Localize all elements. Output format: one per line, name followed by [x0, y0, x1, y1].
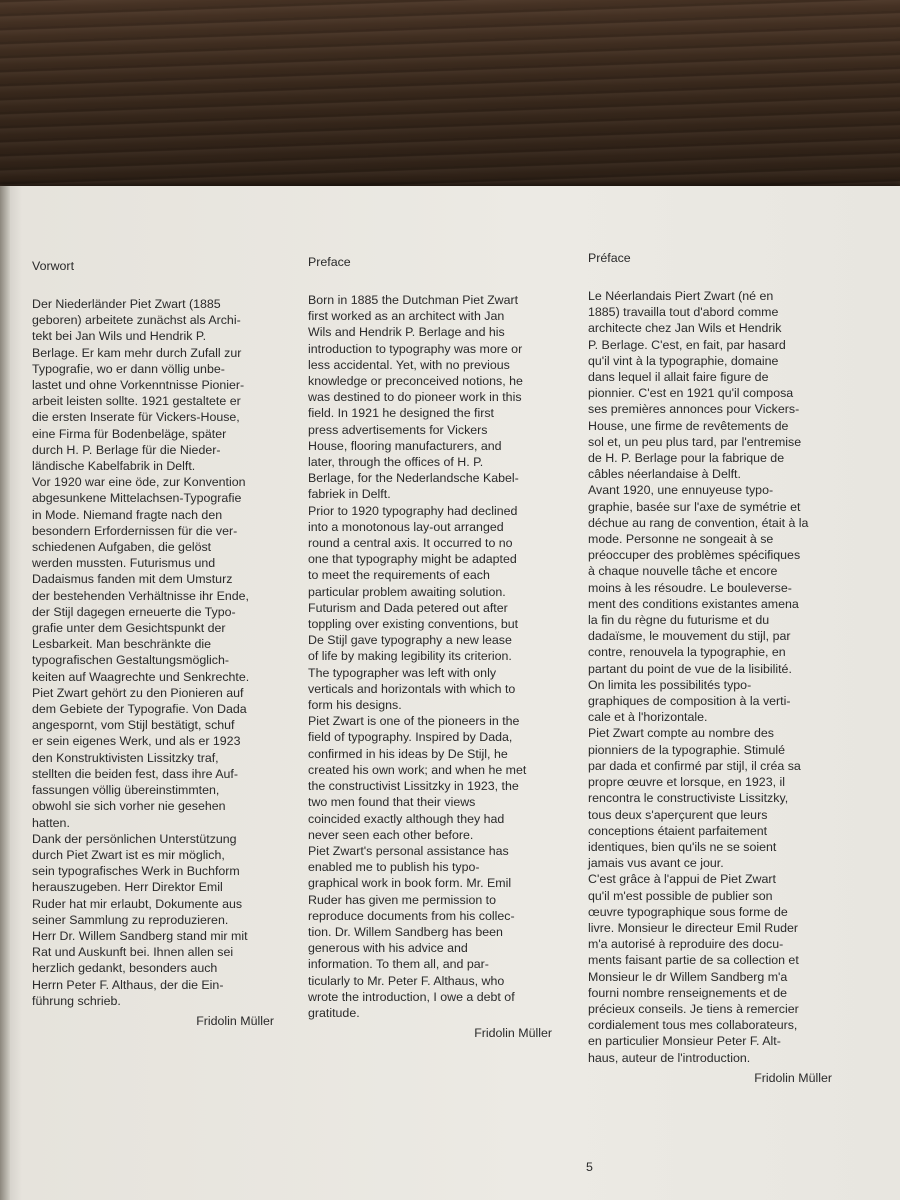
german-heading: Vorwort — [32, 259, 75, 273]
french-column — [588, 250, 832, 1086]
english-heading: Preface — [308, 255, 351, 269]
german-column — [32, 258, 274, 1029]
german-text: Der Niederländer Piet Zwart (1885 geboren) arbeitete zunächst als Archi- tekt bei Jan Wils und Hendrik P. Berlage. Er kam mehr durch Zufall zur Typografie, wo er dann völlig unbe- lastet und ohne Vorkenntnisse Pionier- arbeit leisten sollte. 1921 gestaltete er die ersten Inserate für Vickers-House, eine Firma für Bodenbeläge, später durch H. P. Berlage für die Nieder- ländische Kabelfabrik in Delft. Vor 1920 war eine öde, zur Konvention abgesunkene Mittelachsen-Typografie in Mode. Niemand fragte nach den besondern Erfordernissen für die ver- schiedenen Aufgaben, die gelöst werden mussten. Futurismus und Dadaismus fanden mit dem Umsturz der bestehenden Verhältnisse ihr Ende, der Stijl dagegen erneuerte die Typo- grafie unter dem Gesichtspunkt der Lesbarkeit. Man beschränkte die typografischen Gestaltungsmöglich- keiten auf Waagrechte und Senkrechte. Piet Zwart gehört zu den Pionieren auf dem Gebiete der Typografie. Von Dada angespornt, vom Stijl bestätigt, schuf er sein eigenes Werk, und als er 1923 den Konstruktivisten Lissitzky traf, stellten die beiden fest, dass ihre Auf- fassungen völlig übereinstimmten, obwohl sie sich vorher nie gesehen hatten. Dank der persönlichen Unterstützung durch Piet Zwart ist es mir möglich, sein typografisches Werk in Buchform herauszugeben. Herr Direktor Emil Ruder hat mir erlaubt, Dokumente aus seiner Sammlung zu reproduzieren. Herr Dr. Willem Sandberg stand mir mit Rat und Auskunft bei. Ihnen allen sei herzlich gedankt, besonders auch Herrn Peter F. Althaus, der die Ein- führung schrieb. — [32, 297, 250, 1008]
page-number: 5 — [586, 1160, 593, 1174]
french-heading: Préface — [588, 251, 631, 265]
french-text: Le Néerlandais Piert Zwart (né en 1885) travailla tout d'abord comme architecte chez Jan Wils et Hendrik P. Berlage. C'est, en fait, par hasard qu'il vint à la typographie, domaine dans lequel il allait faire figure de pionnier. C'est en 1921 qu'il composa ses premières annonces pour Vickers- House, une firme de revêtements de sol et, un peu plus tard, par l'entremise de H. P. Berlage pour la fabrique de câbles néerlandaise à Delft. Avant 1920, une ennuyeuse typo- graphie, basée sur l'axe de symétrie et déchue au rang de convention, était à la mode. Personne ne songeait à se préoccuper des problèmes spécifiques à chaque nouvelle tâche et encore moins à les résoudre. Le bouleverse- ment des conditions existantes amena la fin du règne du futurisme et du dadaïsme, le mouvement du stijl, par contre, renouvela la typographie, en partant du point de vue de la lisibilité. On limita les possibilités typo- graphiques de composition à la verti- cale et à l'horizontale. Piet Zwart compte au nombre des pionniers de la typographie. Stimulé par dada et confirmé par stijl, il créa sa propre œuvre et lorsque, en 1923, il rencontra le constructiviste Lissitzky, tous deux s'aperçurent que leurs conceptions étaient parfaitement identiques, bien qu'ils ne se soient jamais vus avant ce jour. C'est grâce à l'appui de Piet Zwart qu'il m'est possible de publier son œuvre typographique sous forme de livre. Monsieur le directeur Emil Ruder m'a autorisé à reproduire des docu- ments faisant partie de sa collection et Monsieur le dr Willem Sandberg m'a fourni nombre renseignements et de précieux conseils. Je tiens à remercier cordialement tous mes collaborateurs, en particulier Monsieur Peter F. Alt- haus, auteur de l'introduction. — [588, 289, 809, 1065]
english-signature: Fridolin Müller — [474, 1026, 552, 1041]
english-text: Born in 1885 the Dutchman Piet Zwart first worked as an architect with Jan Wils and Hendrik P. Berlage and his introduction to typography was more or less accidental. Yet, with no previous knowledge or preconceived notions, he was destined to do pioneer work in this field. In 1921 he designed the first press advertisements for Vickers House, flooring manufacturers, and later, through the offices of H. P. Berlage, for the Nederlandsche Kabel- fabriek in Delft. Prior to 1920 typography had declined into a monotonous lay-out arranged round a central axis. It occurred to no one that typography might be adapted to meet the requirements of each particular problem awaiting solution. Futurism and Dada petered out after toppling over existing conventions, but De Stijl gave typography a new lease of life by making legibility its criterion. The typographer was left with only verticals and horizontals with which to form his designs. Piet Zwart is one of the pioneers in the field of typography. Inspired by Dada, confirmed in his ideas by De Stijl, he created his own work; and when he met the constructivist Lissitzky in 1923, the two men found that their views coincided exactly although they had never seen each other before. Piet Zwart's personal assistance has enabled me to publish his typo- graphical work in book form. Mr. Emil Ruder has given me permission to reproduce documents from his collec- tion. Dr. Willem Sandberg has been generous with his advice and information. To them all, and par- ticularly to Mr. Peter F. Althaus, who wrote the introduction, I owe a debt of gratitude. — [308, 293, 527, 1020]
german-signature: Fridolin Müller — [196, 1013, 274, 1028]
wooden-table-background — [0, 0, 900, 215]
page-gutter-edge — [0, 186, 10, 1200]
french-signature: Fridolin Müller — [754, 1070, 832, 1085]
english-column — [308, 254, 552, 1041]
